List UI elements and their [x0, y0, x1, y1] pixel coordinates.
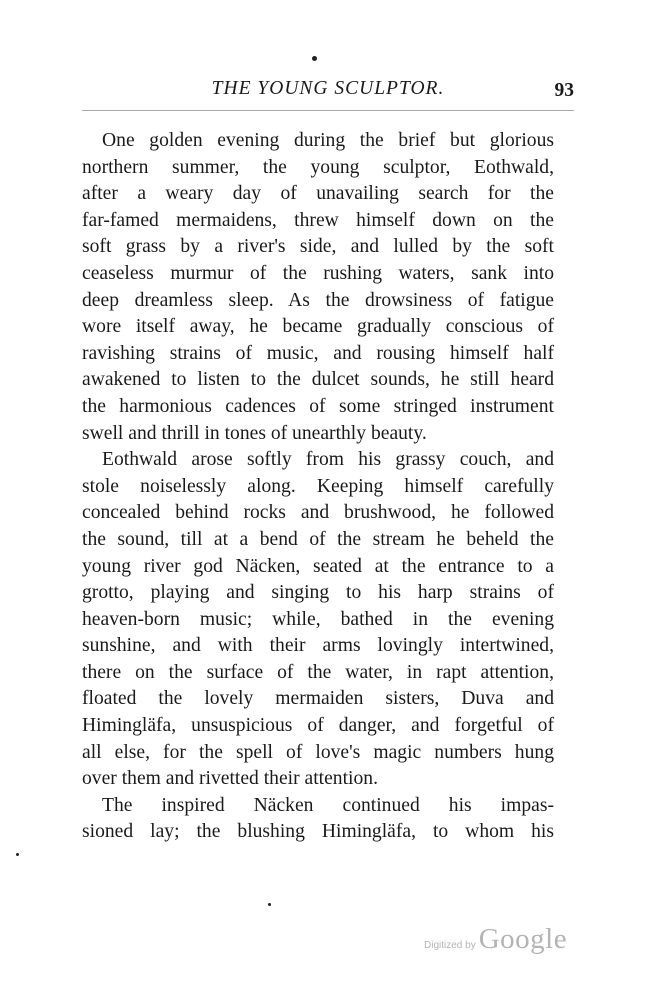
text-line: the sound, till at a bend of the stream he beheld the	[82, 528, 554, 550]
text-line: young river god Näcken, seated at the entrance to a	[82, 555, 554, 577]
text-line: concealed behind rocks and brushwood, he followed	[82, 502, 554, 524]
text-line: the harmonious cadences of some stringed instrument	[82, 395, 554, 417]
paragraph	[82, 793, 554, 846]
ink-speck-bottom	[268, 903, 271, 906]
text-line: soft grass by a river's side, and lulled by the soft	[82, 236, 554, 258]
text-line: ravishing strains of music, and rousing himself half	[82, 342, 554, 364]
header-rule	[82, 110, 574, 111]
text-line: after a weary day of unavailing search for the	[82, 183, 554, 205]
ink-speck-left	[16, 853, 19, 856]
text-line: One golden evening during the brief but glorious	[102, 130, 554, 151]
body-text	[82, 128, 554, 846]
text-line: wore itself away, he became gradually conscious of	[82, 316, 554, 338]
watermark-brand: Google	[478, 923, 568, 955]
text-line: swell and thrill in tones of unearthly beauty.	[82, 422, 427, 444]
text-line: there on the surface of the water, in rapt attention,	[82, 661, 554, 683]
text-line: sunshine, and with their arms lovingly intertwined,	[82, 635, 554, 657]
paragraph	[82, 447, 554, 793]
paragraph	[82, 128, 554, 447]
running-title: THE YOUNG SCULPTOR.	[211, 78, 445, 99]
text-line: floated the lovely mermaiden sisters, Duva and	[82, 688, 554, 710]
text-line: awakened to listen to the dulcet sounds, he still heard	[82, 369, 554, 391]
digitized-by-google-watermark	[424, 923, 567, 956]
text-line: Himingläfa, unsuspicious of danger, and forgetful of	[82, 715, 554, 737]
text-line: grotto, playing and singing to his harp strains of	[82, 582, 554, 604]
page-header	[82, 78, 574, 104]
watermark-prefix: Digitized by	[424, 940, 476, 951]
text-line: Eothwald arose softly from his grassy couch, and	[102, 449, 554, 471]
ink-speck-top	[312, 56, 317, 61]
text-line: heaven-born music; while, bathed in the evening	[82, 608, 554, 630]
text-line: over them and rivetted their attention.	[82, 768, 378, 790]
text-line: far-famed mermaidens, threw himself down on the	[82, 209, 554, 231]
text-line: The inspired Näcken continued his impas-	[102, 794, 554, 816]
page-number: 93	[554, 80, 574, 101]
text-line: sioned lay; the blushing Himingläfa, to whom his	[82, 821, 554, 843]
text-line: stole noiselessly along. Keeping himself carefully	[82, 475, 554, 497]
text-line: all else, for the spell of love's magic numbers hung	[82, 741, 554, 763]
text-line: ceaseless murmur of the rushing waters, sank into	[82, 262, 554, 284]
text-line: northern summer, the young sculptor, Eothwald,	[82, 156, 554, 178]
text-line: deep dreamless sleep. As the drowsiness of fatigue	[82, 289, 554, 311]
